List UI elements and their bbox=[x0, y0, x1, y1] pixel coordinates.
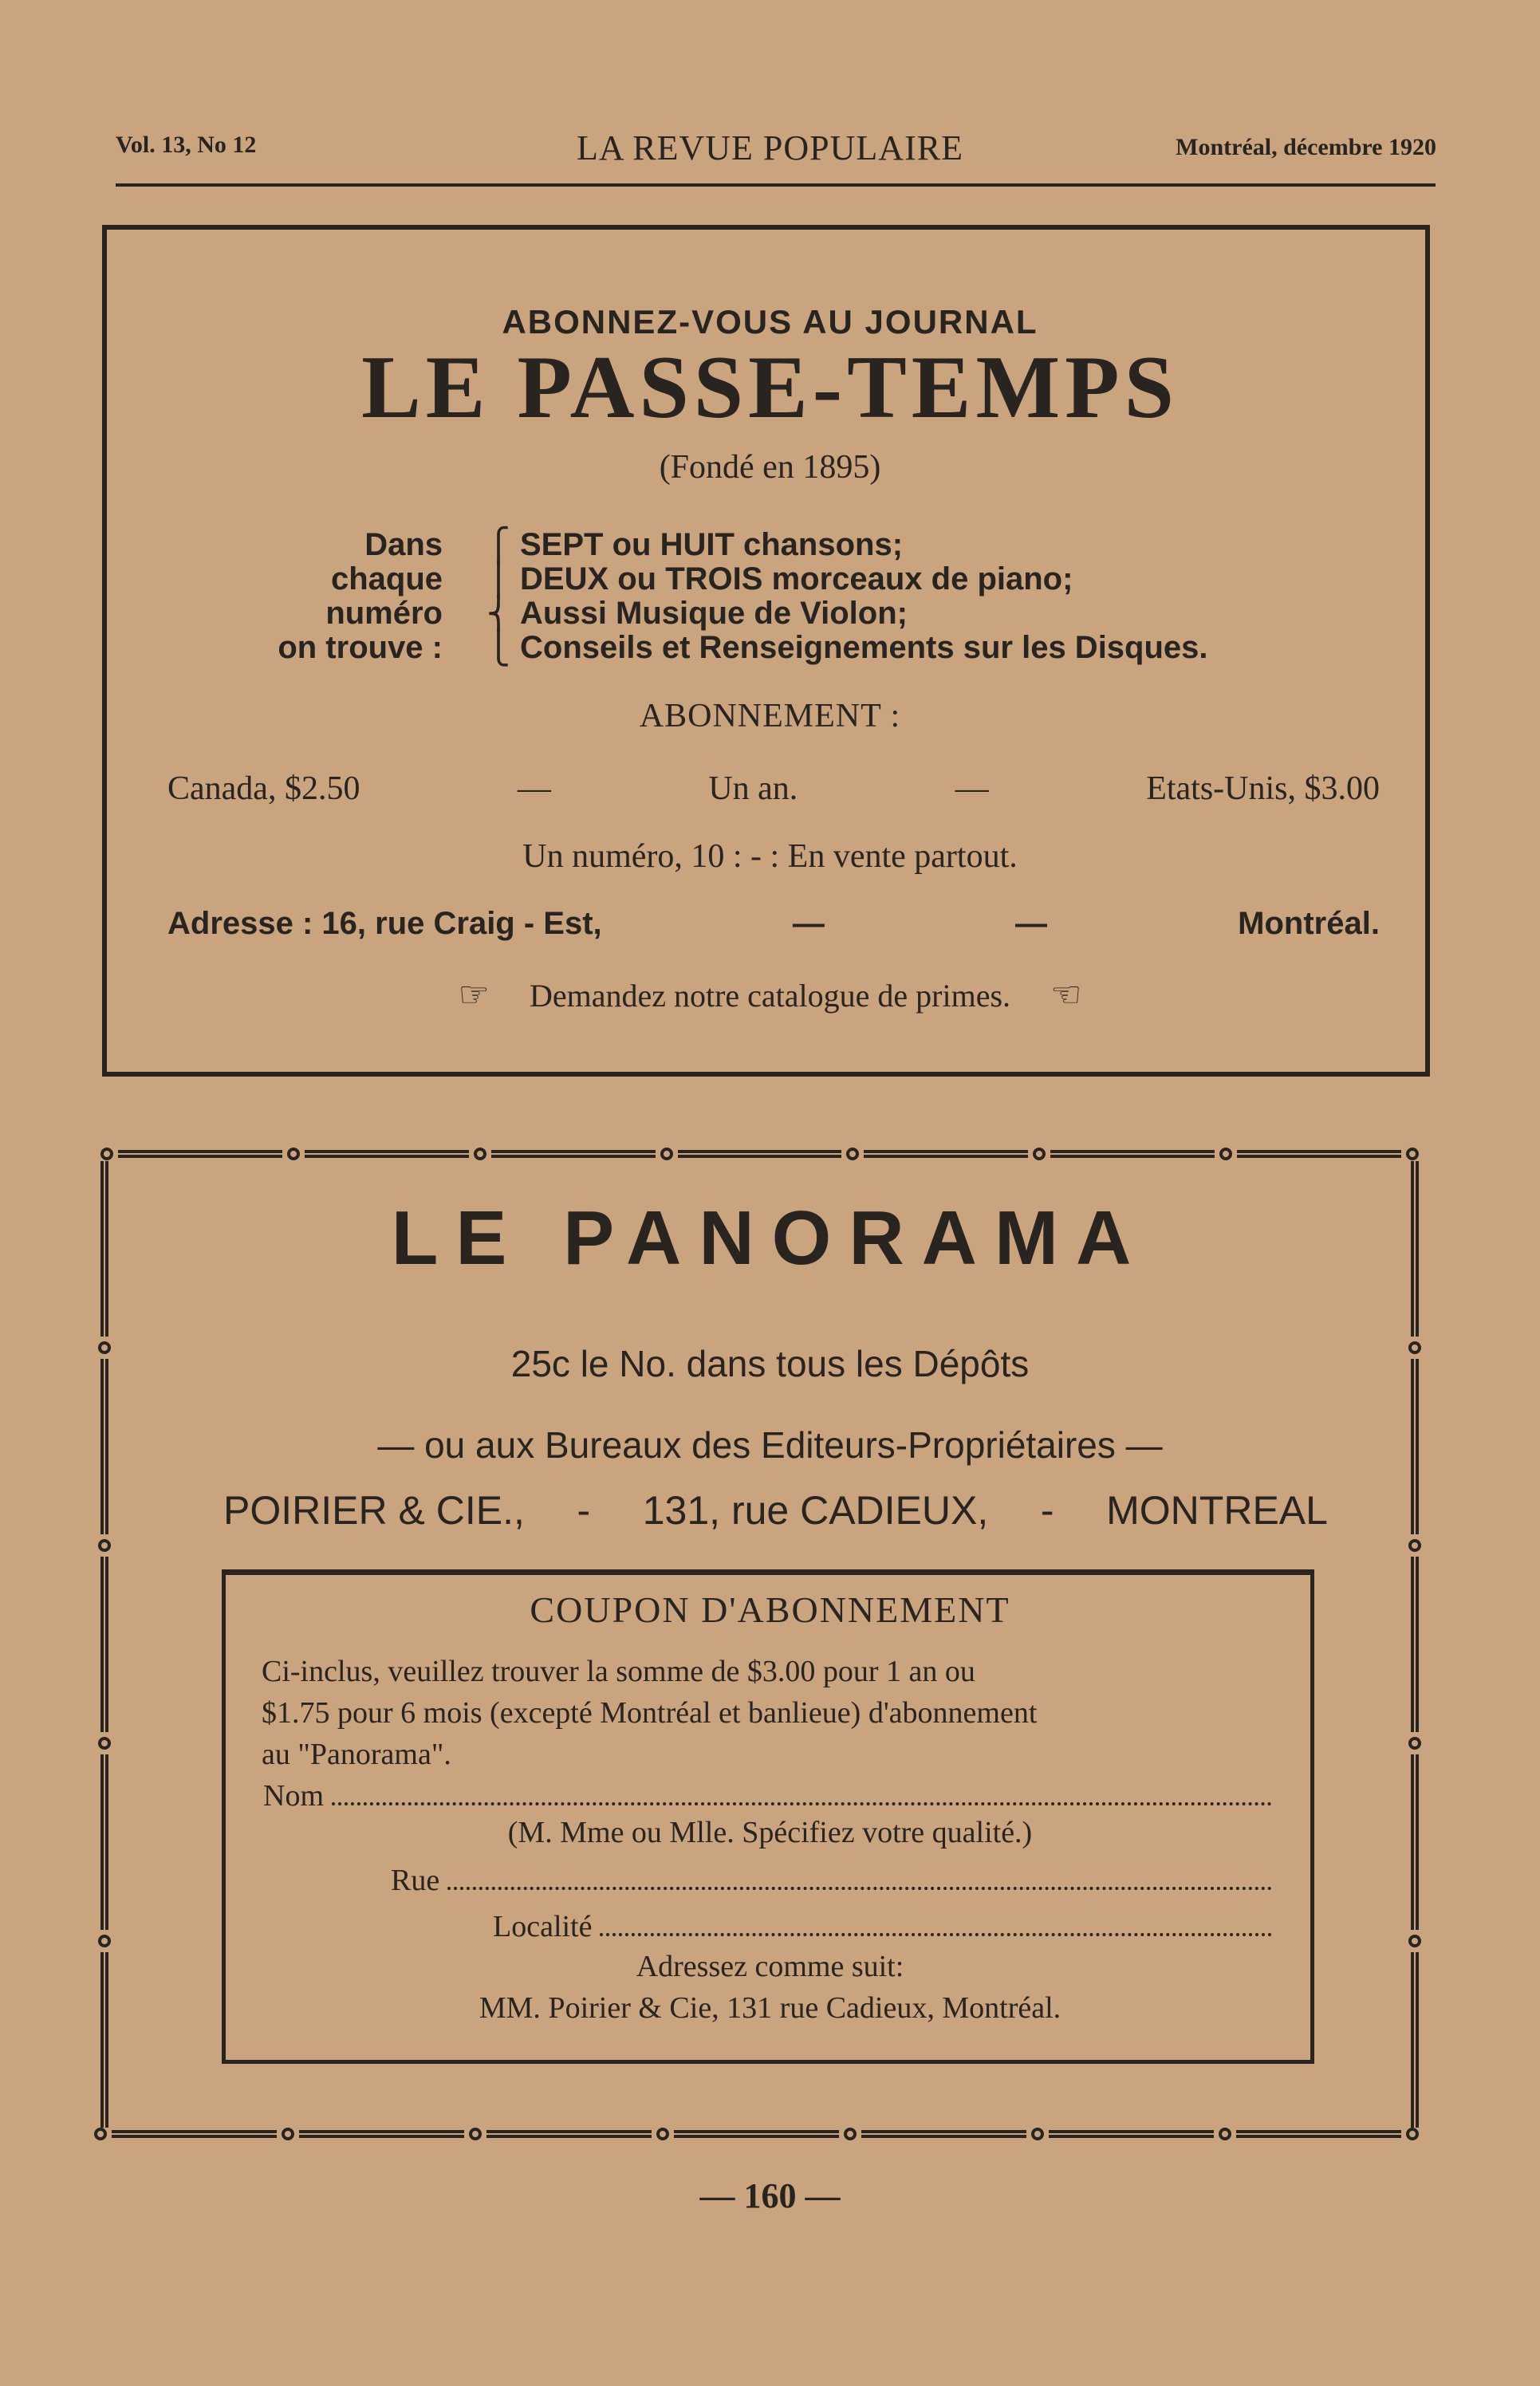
street-field[interactable] bbox=[391, 1863, 1272, 1898]
separator: - bbox=[1040, 1488, 1054, 1533]
catalog-text: Demandez notre catalogue de primes. bbox=[529, 978, 1011, 1014]
adressez-line: Adressez comme suit: bbox=[636, 1950, 904, 1983]
name-label: Nom bbox=[263, 1779, 324, 1813]
publisher-street: 131, rue CADIEUX, bbox=[642, 1488, 989, 1533]
name-dotted-line bbox=[332, 1801, 1272, 1805]
list-item: Aussi Musique de Violon; bbox=[520, 596, 908, 631]
page-number: — 160 — bbox=[699, 2176, 841, 2215]
locality-field[interactable] bbox=[493, 1909, 1272, 1944]
locality-dotted-line bbox=[600, 1932, 1272, 1936]
contents-list bbox=[520, 528, 1208, 665]
pointing-hand-right-icon: ☞ bbox=[458, 975, 490, 1014]
coupon-body bbox=[262, 1651, 1274, 1775]
intro-line: numéro bbox=[325, 596, 443, 631]
address-row bbox=[167, 906, 1380, 942]
place-date: Montréal, décembre 1920 bbox=[1176, 134, 1436, 160]
city: Montréal. bbox=[1238, 906, 1380, 941]
price-row bbox=[167, 770, 1380, 808]
intro-line: on trouve : bbox=[278, 630, 443, 665]
coupon-line: Ci-inclus, veuillez trouver la somme de $3.00 pour 1 an ou bbox=[262, 1655, 975, 1688]
term: Un an. bbox=[708, 770, 798, 807]
coupon-line: au "Panorama". bbox=[262, 1738, 451, 1771]
intro-line: Dans bbox=[364, 527, 443, 562]
price-us: Etats-Unis, $3.00 bbox=[1146, 770, 1380, 807]
address: Adresse : 16, rue Craig - Est, bbox=[167, 906, 602, 941]
list-item: Conseils et Renseignements sur les Disques. bbox=[520, 630, 1208, 665]
founded-line: (Fondé en 1895) bbox=[659, 449, 881, 486]
volume-number: Vol. 13, No 12 bbox=[116, 132, 257, 158]
brace-glyph: ⎧ ⎪ ⎨ ⎩ bbox=[486, 527, 510, 666]
contents-intro bbox=[263, 528, 443, 665]
list-item: DEUX ou TROIS morceaux de piano; bbox=[520, 561, 1073, 596]
ornate-border-top bbox=[96, 1145, 1424, 1163]
panorama-publisher-row bbox=[223, 1487, 1328, 1534]
dash: — bbox=[517, 770, 551, 807]
abonnement-heading: ABONNEMENT : bbox=[639, 698, 901, 734]
coupon-line: $1.75 pour 6 mois (excepté Montréal et banlieue) d'abonnement bbox=[262, 1696, 1038, 1730]
street-dotted-line bbox=[447, 1886, 1272, 1890]
single-issue-line: Un numéro, 10 : - : En vente partout. bbox=[522, 838, 1018, 875]
locality-label: Localité bbox=[493, 1910, 593, 1943]
subscribe-line: ABONNEZ-VOUS AU JOURNAL bbox=[502, 303, 1038, 341]
panorama-bureaux-line: — ou aux Bureaux des Editeurs-Propriétaires — bbox=[377, 1424, 1163, 1466]
publisher-name: POIRIER & CIE., bbox=[223, 1488, 525, 1533]
qualite-note: (M. Mme ou Mlle. Spécifiez votre qualité.) bbox=[507, 1816, 1033, 1849]
list-item: SEPT ou HUIT chansons; bbox=[520, 527, 904, 562]
dash: — bbox=[792, 906, 825, 941]
coupon-title: COUPON D'ABONNEMENT bbox=[530, 1589, 1010, 1630]
ornate-border-bottom bbox=[89, 2125, 1424, 2143]
header-rule bbox=[116, 183, 1436, 187]
publisher-city: MONTREAL bbox=[1106, 1488, 1328, 1533]
dash: — bbox=[955, 770, 989, 807]
price-canada: Canada, $2.50 bbox=[167, 770, 360, 807]
name-field[interactable] bbox=[263, 1778, 1272, 1813]
panorama-price-line: 25c le No. dans tous les Dépôts bbox=[510, 1343, 1030, 1384]
passetemps-title: LE PASSE-TEMPS bbox=[361, 338, 1179, 437]
coupon-address: MM. Poirier & Cie, 131 rue Cadieux, Montréal. bbox=[479, 1991, 1061, 2025]
catalog-line bbox=[0, 974, 1540, 1015]
separator: - bbox=[577, 1488, 591, 1533]
panorama-title: LE PANORAMA bbox=[391, 1195, 1149, 1281]
street-label: Rue bbox=[391, 1864, 440, 1897]
dash: — bbox=[1015, 906, 1047, 941]
pointing-hand-left-icon: ☜ bbox=[1050, 975, 1082, 1014]
intro-line: chaque bbox=[330, 561, 443, 596]
magazine-title: LA REVUE POPULAIRE bbox=[577, 128, 963, 167]
